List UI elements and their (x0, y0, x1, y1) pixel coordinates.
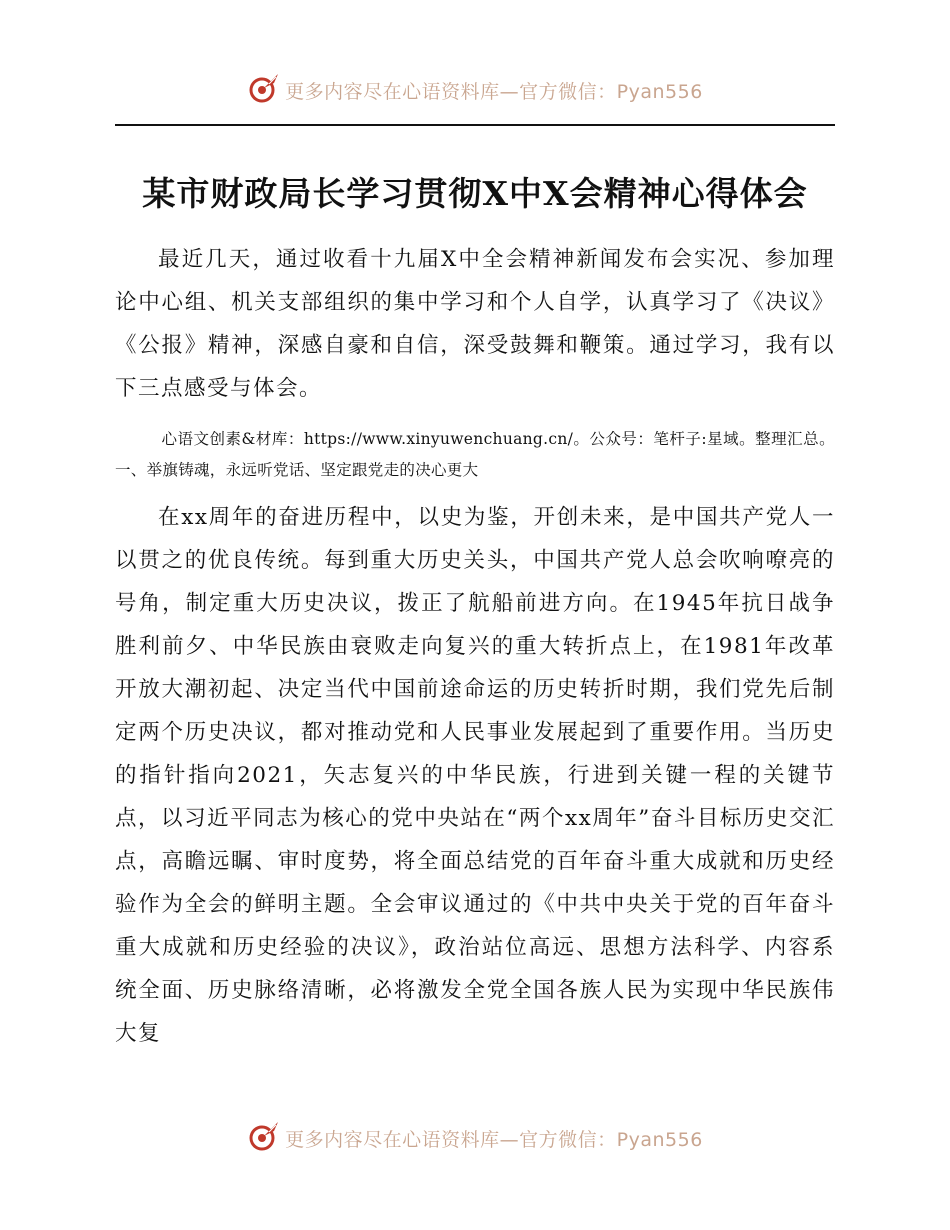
document-title: 某市财政局长学习贯彻X中X会精神心得体会 (142, 174, 808, 213)
quill-pen-icon (247, 1119, 285, 1157)
header-divider (115, 124, 835, 126)
paragraph-text: 在xx周年的奋进历程中，以史为鉴，开创未来，是中国共产党人一以贯之的优良传统。每到重大历史关头，中国共产党人总会吹响嘹亮的号角，制定重大历史决议，拨正了航船前进方向。在1945年抗日战争胜利前夕、中华民族由衰败走向复兴的重大转折点上，在1981年改革开放大潮初起、决定当代中国前途命运的历史转折时期，我们党先后制定两个历史决议，都对推动党和人民事业发展起到了重要作用。当历史的指针指向2021，矢志复兴的中华民族，行进到关键一程的关键节点，以习近平同志为核心的党中央站在“两个xx周年”奋斗目标历史交汇点，高瞻远瞩、审时度势，将全面总结党的百年奋斗重大成就和历史经验作为全会的鲜明主题。全会审议通过的《中共中央关于党的百年奋斗重大成就和历史经验的决议》，政治站位高远、思想方法科学、内容系统全面、历史脉络清晰，必将激发全党全国各族人民为实现中华民族伟大复 (115, 505, 835, 1046)
quill-pen-icon (247, 71, 285, 109)
header-banner-text: 更多内容尽在心语资料库—官方微信：Pyan556 (285, 80, 703, 103)
header-banner (0, 70, 950, 110)
footer-banner (0, 1118, 950, 1158)
paragraph-body (115, 496, 835, 1055)
source-note: 心语文创素&材库：https://www.xinyuwenchuang.cn/。公众号：笔杆子:星域。整理汇总。一、举旗铸魂，永远听党话、坚定跟党走的决心更大 (115, 430, 835, 479)
paragraph-intro (115, 238, 835, 410)
paragraph-text: 最近几天，通过收看十九届X中全会精神新闻发布会实况、参加理论中心组、机关支部组织的集中学习和个人自学，认真学习了《决议》《公报》精神，深感自豪和自信，深受鼓舞和鞭策。通过学习，我有以下三点感受与体会。 (115, 247, 835, 401)
footer-banner-text: 更多内容尽在心语资料库—官方微信：Pyan556 (285, 1128, 703, 1151)
